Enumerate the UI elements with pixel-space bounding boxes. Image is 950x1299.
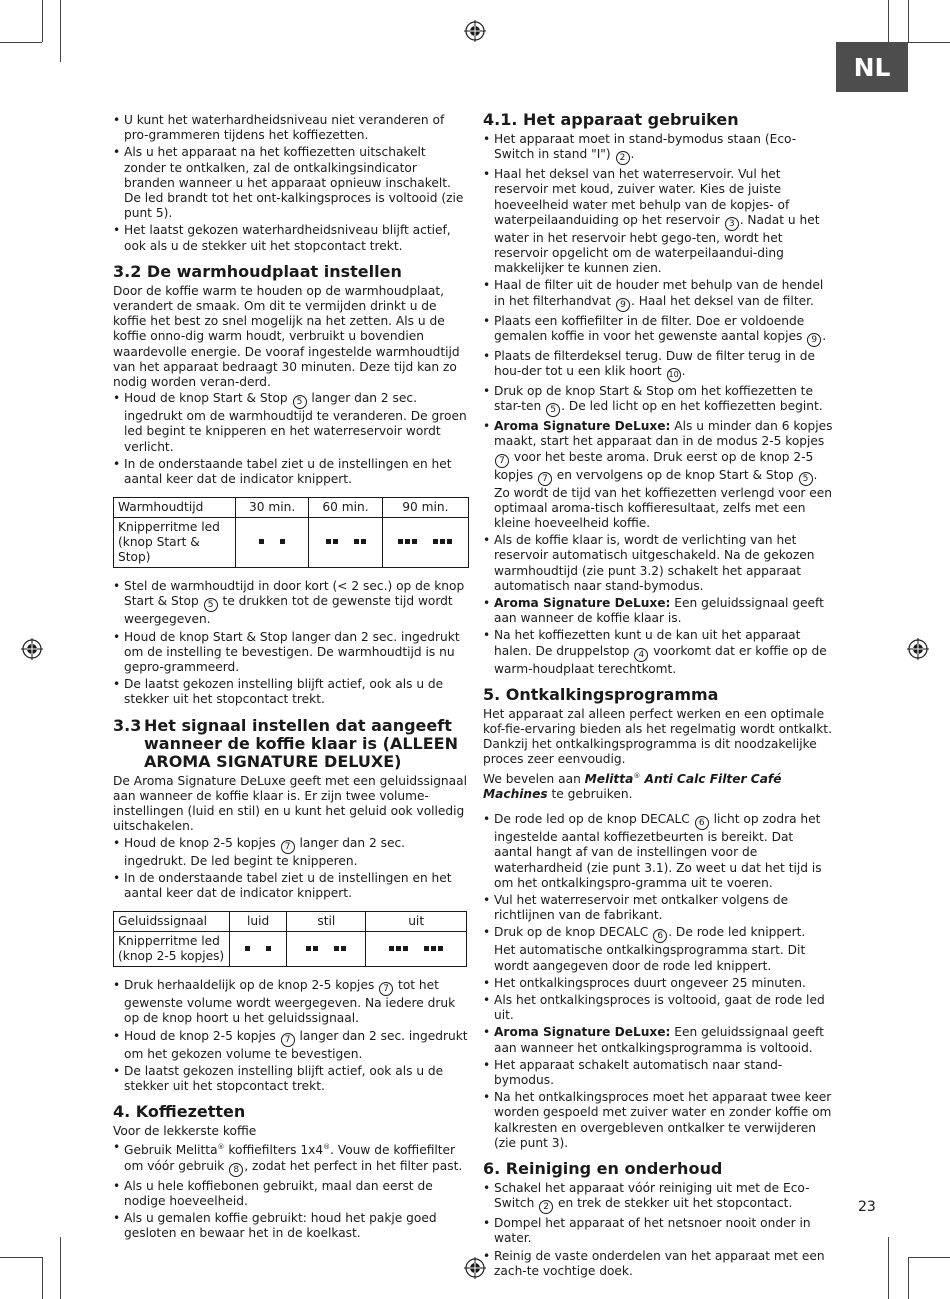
left-column [113, 113, 469, 1243]
list-item: • Houd de knop 2-5 kopjes 7 langer dan 2 sec. ingedrukt om het gekozen volume te bevestigen. [113, 1029, 469, 1062]
list-item: • Haal het deksel van het waterreservoir. Vul het reservoir met koud, zuiver water. Kies de juiste hoeveelheid water met behulp van de kopjes- of waterpeilaanduiding op het reservoir 3 . Nadat u het water in het reservoir hebt gego-ten, wordt het reservoir opgelicht om de waterpeilaandui-ding makkelijker te kunnen zien. [483, 167, 833, 276]
warmhold-table [113, 497, 469, 568]
number-badge: 7 [495, 454, 509, 468]
number-badge: 4 [634, 648, 648, 662]
list-item: • De laatst gekozen instelling blijft actief, ook als u de stekker uit het stopcontact trekt. [113, 1064, 469, 1094]
list-item: • Het apparaat schakelt automatisch naar stand-bymodus. [483, 1058, 833, 1088]
crop-mark [60, 1237, 61, 1299]
list-item: • Plaats de filterdeksel terug. Duw de filter terug in de hou-der tot u een klik hoort 10 . [483, 349, 833, 382]
section-list [483, 1181, 833, 1279]
list-item: • Vul het waterreservoir met ontkalker volgens de richtlijnen van de fabrikant. [483, 893, 833, 923]
number-badge: 5 [546, 403, 560, 417]
blink-pattern [382, 518, 468, 568]
number-badge: 7 [538, 472, 552, 486]
table-cell: 90 min. [382, 498, 468, 518]
blink-pattern [309, 518, 382, 568]
language-tab [836, 42, 908, 92]
number-badge: 7 [281, 840, 295, 854]
list-item: • Houd de knop Start & Stop 5 langer dan 2 sec. ingedrukt om de warmhoudtijd te veranderen. De groen led begint te knipperen en het waterreservoir wordt verlicht. [113, 391, 469, 455]
right-column [483, 103, 833, 1281]
list-item: • De laatst gekozen instelling blijft actief, ook als u de stekker uit het stopcontact trekt. [113, 677, 469, 707]
list-item: • Reinig de vaste onderdelen van het apparaat met een zach-te vochtige doek. [483, 1249, 833, 1279]
table-cell: Knipperritme led (knop Start & Stop) [114, 518, 236, 568]
section-heading: 3.2 De warmhoudplaat instellen [113, 261, 402, 281]
table-cell: Knipperritme led (knop 2-5 kopjes) [114, 932, 230, 967]
section-list [113, 836, 469, 902]
crop-mark [908, 1257, 909, 1299]
paragraph: We bevelen aan Melitta® Anti Calc Filter Café Machines te gebruiken. [483, 771, 782, 801]
blink-pattern [236, 518, 309, 568]
page-number: 23 [858, 1199, 876, 1215]
list-item: • In de onderstaande tabel ziet u de instellingen en het aantal keer dat de indicator knippert. [113, 871, 469, 901]
section-list [483, 812, 833, 1151]
number-badge: 2 [616, 151, 630, 165]
section-heading: 6. Reiniging en onderhoud [483, 1159, 723, 1179]
list-item: • Aroma Signature DeLuxe: Een geluidssignaal geeft aan wanneer de koffie klaar is. [483, 596, 833, 626]
crop-mark [60, 0, 61, 62]
crop-mark [908, 1257, 950, 1258]
list-item: • Druk op de knop Start & Stop om het koffiezetten te star-ten 5 . De led licht op en het koffiezetten begint. [483, 384, 833, 417]
table-row [114, 498, 469, 518]
list-item: • De rode led op de knop DECALC 6 licht op zodra het ingestelde aantal koffiezetbeurten is bereikt. Dat aantal hangt af van de instellingen voor de waterhardheid (zie punt 3.1). Zo weet u dat het tijd is om het ontkalkingspro-gramma uit te voeren. [483, 812, 833, 891]
crop-mark [42, 0, 43, 42]
number-badge: 9 [807, 333, 821, 347]
paragraph: De Aroma Signature DeLuxe geeft met een geluidssignaal aan wanneer de koffie klaar is. Er zijn twee volume-instellingen (luid en stil) en u kunt het geluid ook volledig uitschakelen. [113, 773, 467, 834]
crop-mark [908, 0, 909, 42]
registration-mark-icon [907, 638, 929, 660]
list-item: • Het ontkalkingsproces duurt ongeveer 25 minuten. [483, 976, 833, 991]
list-item: • Als u het apparaat na het koffiezetten uitschakelt zonder te ontkalken, zal de ontkalkingsindicator branden wanneer u het apparaat opnieuw inschakelt. De led brandt tot het ont-kalkingsproces is voltooid (zie punt 5). [113, 145, 469, 221]
crop-mark [42, 1257, 43, 1299]
number-badge: 6 [653, 929, 667, 943]
number-badge: 2 [539, 1200, 553, 1214]
table-cell: uit [366, 912, 467, 932]
list-item: • Houd de knop Start & Stop langer dan 2 sec. ingedrukt om de instelling te bevestigen. De warmhoudtijd is nu gepro-grammeerd. [113, 630, 469, 676]
section-list [113, 1140, 469, 1241]
list-item: • Na het ontkalkingsproces moet het apparaat twee keer worden gespoeld met zuiver water en zonder koffie om kalkresten en overgebleven ontkalker te verwijderen (zie punt 3). [483, 1090, 833, 1151]
list-item: • Als u gemalen koffie gebruikt: houd het pakje goed gesloten en bewaar het in de koelkast. [113, 1211, 469, 1241]
number-badge: 3 [725, 217, 739, 231]
list-item: • Als het ontkalkingsproces is voltooid, gaat de rode led uit. [483, 993, 833, 1023]
paragraph: Het apparaat zal alleen perfect werken en een optimale kof-fie-ervaring bieden als het regelmatig wordt ontkalkt. Dankzij het ontkalkingsprogramma is dit noodzakelijke proces zeer eenvoudig. [483, 706, 832, 767]
list-item: • In de onderstaande tabel ziet u de instellingen en het aantal keer dat de indicator knippert. [113, 457, 469, 487]
list-item: • Haal de filter uit de houder met behulp van de hendel in het filterhandvat 9 . Haal het deksel van de filter. [483, 278, 833, 311]
list-item: • Aroma Signature DeLuxe: Een geluidssignaal geeft aan wanneer het ontkalkingsprogramma is voltooid. [483, 1025, 833, 1055]
table-row [114, 932, 467, 967]
list-item: • Dompel het apparaat of het netsnoer nooit onder in water. [483, 1216, 833, 1246]
list-item: • Het laatst gekozen waterhardheidsniveau blijft actief, ook als u de stekker uit het stopcontact trekt. [113, 223, 469, 253]
table-cell: Warmhoudtijd [114, 498, 236, 518]
number-badge: 10 [667, 368, 681, 382]
list-item: • Als u hele koffiebonen gebruikt, maal dan eerst de nodige hoeveelheid. [113, 1179, 469, 1209]
section-list [113, 579, 469, 707]
list-item: • Schakel het apparaat vóór reiniging uit met de Eco-Switch 2 en trek de stekker uit het stopcontact. [483, 1181, 833, 1214]
number-badge: 6 [695, 816, 709, 830]
section-heading: 4.1. Het apparaat gebruiken [483, 110, 739, 129]
number-badge: 7 [379, 982, 393, 996]
blink-pattern [366, 932, 467, 967]
paragraph: Voor de lekkerste koffie [113, 1124, 257, 1139]
list-item: • Plaats een koffiefilter in de filter. Doe er voldoende gemalen koffie in voor het gewenste aantal kopjes 9 . [483, 314, 833, 347]
blink-pattern [230, 932, 287, 967]
table-cell: Geluidssignaal [114, 912, 230, 932]
table-cell: luid [230, 912, 287, 932]
intro-list [113, 113, 469, 254]
table-row [114, 912, 467, 932]
list-item: • Gebruik Melitta® koffiefilters 1x4®. Vouw de koffiefilter om vóór gebruik 8 , zodat het perfect in het filter past. [113, 1140, 469, 1176]
section-list [483, 132, 833, 677]
section-heading: 3.3 Het signaal instellen dat aangeeft wanneer de koffie klaar is (ALLEEN AROMA SIGNATURE DELUXE) [113, 715, 458, 771]
crop-mark [888, 1237, 889, 1299]
table-row [114, 518, 469, 568]
table-cell: 30 min. [236, 498, 309, 518]
table-cell: 60 min. [309, 498, 382, 518]
registration-mark-icon [21, 638, 43, 660]
list-item: • U kunt het waterhardheidsniveau niet veranderen of pro-grammeren tijdens het koffiezetten. [113, 113, 469, 143]
number-badge: 5 [799, 472, 813, 486]
list-item: • Houd de knop 2-5 kopjes 7 langer dan 2 sec. ingedrukt. De led begint te knipperen. [113, 836, 469, 869]
crop-mark [908, 42, 950, 43]
list-item: • Na het koffiezetten kunt u de kan uit het apparaat halen. De druppelstop 4 voorkomt dat er koffie op de warm-houdplaat terechtkomt. [483, 628, 833, 676]
list-item: • Aroma Signature DeLuxe: Als u minder dan 6 kopjes maakt, start het apparaat dan in de modus 2-5 kopjes 7 voor het beste aroma. Druk eerst op de knop 2-5 kopjes 7 en vervolgens op de knop Start & Stop 5 . Zo wordt de tijd van het koffiezetten verlengd voor een optimaal aroma-tisch koffieresultaat, zelfs met een kleine hoeveelheid koffie. [483, 419, 833, 531]
section-list [113, 391, 469, 487]
registration-mark-icon [464, 20, 486, 42]
table-cell: stil [287, 912, 366, 932]
crop-mark [0, 1257, 42, 1258]
section-heading: 4. Koffiezetten [113, 1102, 246, 1122]
crop-mark [0, 42, 42, 43]
list-item: • Stel de warmhoudtijd in door kort (< 2 sec.) op de knop Start & Stop 5 te drukken tot de gewenste tijd wordt weergegeven. [113, 579, 469, 627]
list-item: • Het apparaat moet in stand-bymodus staan (Eco-Switch in stand "I") 2 . [483, 132, 833, 165]
number-badge: 5 [293, 395, 307, 409]
list-item: • Druk herhaaldelijk op de knop 2-5 kopjes 7 tot het gewenste volume wordt weergegeven. Na iedere druk op de knop hoort u het geluidssignaal. [113, 978, 469, 1026]
number-badge: 5 [204, 598, 218, 612]
number-badge: 9 [616, 298, 630, 312]
section-list [113, 978, 469, 1094]
number-badge: 8 [229, 1163, 243, 1177]
language-label: NL [853, 52, 891, 82]
section-heading: 5. Ontkalkingsprogramma [483, 684, 719, 704]
number-badge: 7 [281, 1033, 295, 1047]
list-item: • Als de koffie klaar is, wordt de verlichting van het reservoir automatisch uitgeschakeld. Na de gekozen warmhoudtijd (zie punt 3.2) schakelt het apparaat automatisch naar stand-bymodus. [483, 533, 833, 594]
blink-pattern [287, 932, 366, 967]
sound-signal-table [113, 911, 467, 967]
paragraph: Door de koffie warm te houden op de warmhoudplaat, verandert de smaak. Om dit te vermijden drinkt u de koffie het best zo snel mogelijk na het zetten. Als u de koffie onno-dig warm houdt, verbruikt u bovendien waardevolle energie. De vooraf ingestelde warmhoudtijd van het apparaat bedraagt 30 minuten. Deze tijd kan zo nodig worden veran-derd. [113, 283, 460, 390]
list-item: • Druk op de knop DECALC 6 . De rode led knippert. Het automatische ontkalkingsprogramma start. Dit wordt aangegeven door de rode led knippert. [483, 925, 833, 973]
